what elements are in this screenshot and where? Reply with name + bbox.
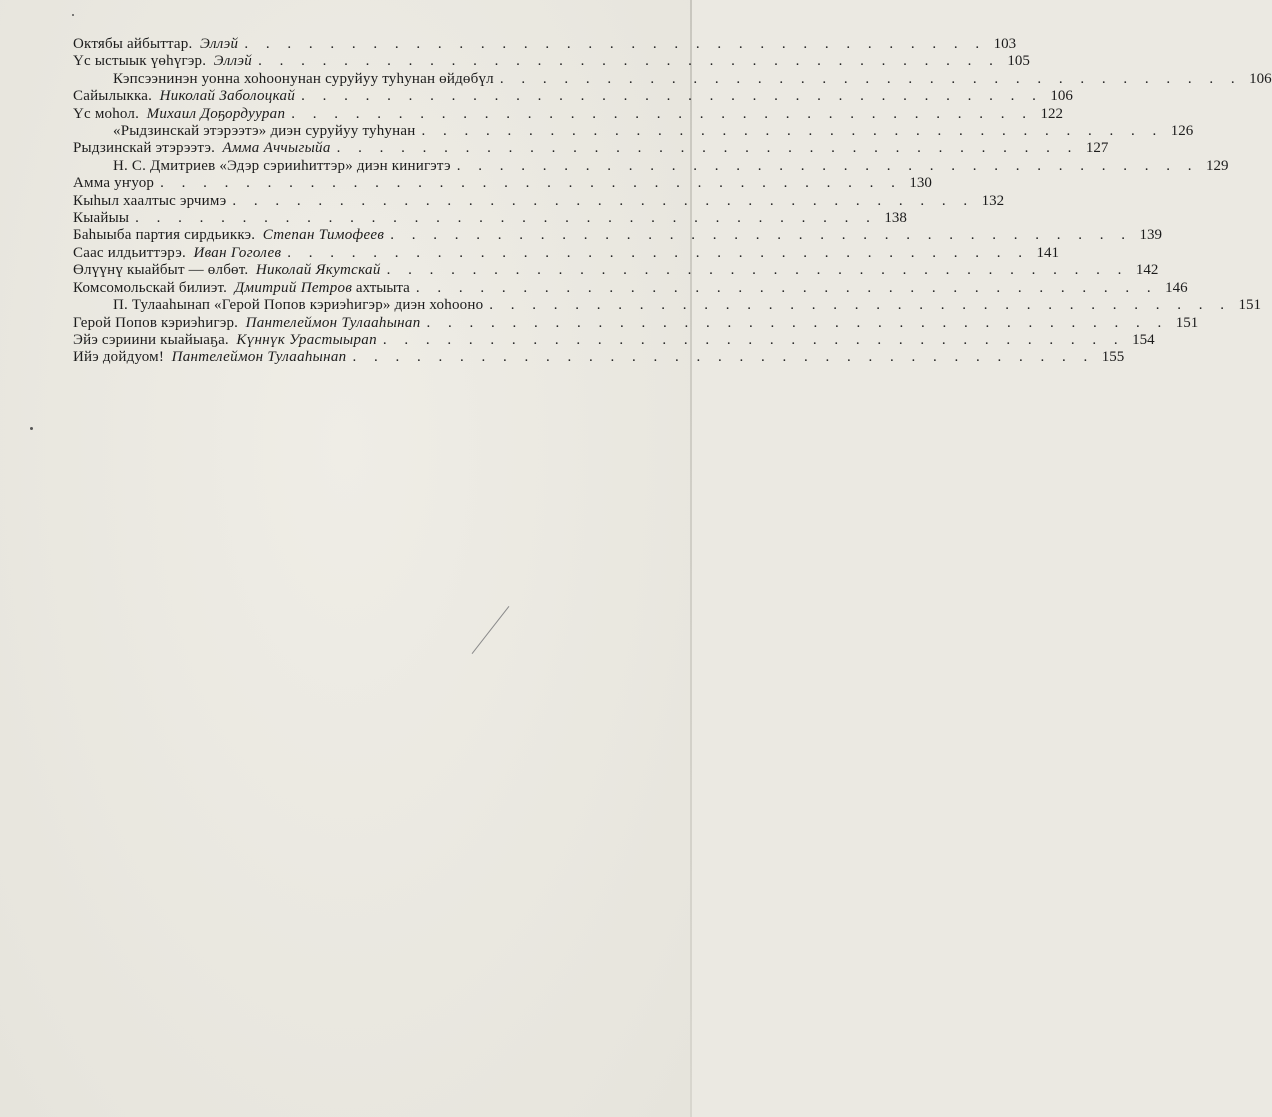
toc-author: Амма Аччыгыйа: [222, 140, 331, 157]
page-number: 130: [909, 175, 932, 192]
toc-author: Иван Гоголев: [193, 244, 282, 261]
toc-title-text: Сайылыкка.: [73, 88, 153, 105]
toc-entry: [73, 279, 1188, 297]
toc-entry-title: [73, 175, 154, 192]
toc-entry-title: [73, 297, 483, 314]
toc-entry-title: [73, 71, 494, 88]
toc-entry: [73, 244, 1060, 262]
page-number: 129: [1205, 157, 1229, 174]
dot-leader: . . . . . . . . . . . . . . . . . . . . . . . . . . . . . . . . . . .: [352, 349, 1095, 366]
dot-leader: . . . . . . . . . . . . . . . . . . . . . . . . . . . . . . . . . . .: [135, 210, 877, 227]
toc-entry-title: [73, 332, 377, 349]
toc-entry-title: [73, 88, 295, 105]
toc-entry: [73, 175, 932, 192]
toc-author: Күннүк Урастыырап: [236, 331, 377, 348]
toc-entry-title: [73, 123, 415, 140]
dot-leader: . . . . . . . . . . . . . . . . . . . . . . . . . . . . . . . . . . .: [232, 192, 975, 209]
page-number: 103: [993, 36, 1017, 52]
page-number: 106: [1050, 88, 1073, 105]
page-number: 138: [884, 210, 907, 227]
toc-entry-title: [73, 193, 226, 210]
toc-entry-title: [73, 140, 331, 157]
toc-title-text: Кыайыы: [73, 210, 130, 227]
toc-author: Пантелеймон Тулааһынап: [245, 314, 421, 331]
toc-entry: [73, 227, 1162, 244]
toc-author: Эллэй: [199, 36, 239, 52]
toc-title-text: Саас илдьиттэрэ.: [73, 244, 186, 261]
toc-title-text: Ийэ дойдуом!: [73, 349, 165, 366]
toc-entry: [73, 88, 1073, 105]
toc-entry: [73, 192, 1005, 210]
toc-entry-title: [73, 315, 421, 332]
page-number: 151: [1175, 314, 1199, 331]
toc-entry: [73, 262, 1159, 279]
paper-scratch: [472, 606, 510, 654]
toc-entry: [73, 70, 1272, 88]
toc-title-text: Үс ыстыык үөһүгэр.: [73, 53, 207, 70]
toc-entry-title: [73, 349, 346, 366]
dot-leader: . . . . . . . . . . . . . . . . . . . . . . . . . . . . . . . . . . .: [291, 105, 1033, 122]
toc-entry: [73, 36, 1017, 53]
dot-leader: . . . . . . . . . . . . . . . . . . . . . . . . . . . . . . . . . . .: [160, 175, 902, 192]
toc-entry-title: [73, 53, 252, 70]
page-number: 146: [1165, 279, 1188, 296]
toc-author: Эллэй: [213, 53, 253, 70]
page-number: 105: [1007, 53, 1030, 70]
toc-entry: [73, 53, 1030, 70]
toc-title-text: Кыһыл хаалтыс эрчимэ: [73, 192, 227, 209]
toc-entry-title: [73, 245, 281, 262]
toc-entry-title: [73, 280, 410, 297]
toc-title-text: Герой Попов кэриэһигэр.: [73, 314, 239, 331]
page-number: 142: [1135, 262, 1159, 279]
page-number: 106: [1249, 70, 1272, 87]
dot-leader: . . . . . . . . . . . . . . . . . . . . . . . . . . . . . . . . . . .: [390, 227, 1132, 244]
toc-author: Дмитрий Петров: [234, 279, 353, 296]
toc-entry: [73, 105, 1063, 123]
toc-entry-title: [73, 262, 381, 279]
toc-entry: [73, 210, 907, 227]
page-number: 127: [1085, 140, 1109, 157]
toc-title-text: «Рыдзинскай этэрээтэ» диэн суруйуу туһунан: [113, 123, 416, 140]
toc-title-text: Үс моһол.: [73, 105, 140, 122]
toc-author: Пантелеймон Тулааһынап: [171, 349, 347, 366]
toc-title-text: Эйэ сэриини кыайыаҕа.: [73, 331, 229, 348]
dot-leader: . . . . . . . . . . . . . . . . . . . . . . . . . . . . . . . . . . .: [386, 262, 1129, 279]
dot-leader: . . . . . . . . . . . . . . . . . . . . . . . . . . . . . . . . . . .: [456, 157, 1199, 174]
dot-leader: . . . . . . . . . . . . . . . . . . . . . . . . . . . . . . . . . . .: [301, 88, 1043, 105]
dot-leader: . . . . . . . . . . . . . . . . . . . . . . . . . . . . . . . . . . .: [489, 297, 1232, 314]
page-number: 132: [981, 192, 1005, 209]
page-number: 141: [1036, 244, 1060, 261]
dot-leader: . . . . . . . . . . . . . . . . . . . . . . . . . . . . . . . . . . .: [258, 53, 1000, 70]
toc-entry: [73, 157, 1229, 175]
toc-author: Михаил Доҕордуурап: [146, 105, 286, 122]
dot-leader: . . . . . . . . . . . . . . . . . . . . . . . . . . . . . . . . . . .: [499, 70, 1242, 87]
toc-entry: [73, 314, 1199, 332]
toc-title-text: П. Тулааһынап «Герой Попов кэриэһигэр» диэн хоһооно: [113, 297, 484, 314]
dot-leader: . . . . . . . . . . . . . . . . . . . . . . . . . . . . . . . . . . .: [426, 314, 1169, 331]
dot-leader: . . . . . . . . . . . . . . . . . . . . . . . . . . . . . . . . . . .: [244, 36, 987, 52]
print-speck: [30, 427, 33, 430]
dot-leader: . . . . . . . . . . . . . . . . . . . . . . . . . . . . . . . . . . .: [336, 140, 1079, 157]
toc-title-text: Н. С. Дмитриев «Эдэр сэрииһиттэр» диэн кинигэтэ: [113, 157, 451, 174]
toc-entry-title: [73, 106, 285, 123]
toc-entry-title: [73, 158, 451, 175]
print-speck: [72, 14, 74, 16]
toc-title-text: Кэпсээнинэн уонна хоһоонунан суруйуу туһунан өйдөбүл: [113, 70, 494, 87]
toc-title-text: Өлүүнү кыайбыт — өлбөт.: [73, 262, 249, 279]
toc-entry-title: [73, 36, 238, 53]
toc-author: Николай Якутскай: [255, 262, 381, 279]
dot-leader: . . . . . . . . . . . . . . . . . . . . . . . . . . . . . . . . . . .: [382, 331, 1125, 348]
toc-entry: [73, 297, 1262, 314]
toc-title-text: Баһыыба партия сирдьиккэ.: [73, 227, 256, 244]
page-number: 154: [1132, 331, 1155, 348]
toc-title-text: Октябы айбыттар.: [73, 36, 193, 52]
toc-trail-text: ахтыыта: [355, 279, 410, 296]
dot-leader: . . . . . . . . . . . . . . . . . . . . . . . . . . . . . . . . . . .: [421, 123, 1164, 140]
page-number: 139: [1139, 227, 1162, 244]
page-number: 151: [1238, 297, 1262, 314]
toc-entry-title: [73, 227, 384, 244]
page-number: 122: [1040, 105, 1063, 122]
page-number: 155: [1101, 349, 1125, 366]
toc-entry: [73, 331, 1155, 349]
toc-author: Николай Заболоцкай: [159, 88, 296, 105]
toc-title-text: Амма уҥуор: [73, 175, 155, 192]
toc-entry-title: [73, 210, 129, 227]
toc-author: Степан Тимофеев: [262, 227, 385, 244]
dot-leader: . . . . . . . . . . . . . . . . . . . . . . . . . . . . . . . . . . .: [415, 279, 1158, 296]
toc-title-text: Комсомольскай билиэт.: [73, 279, 228, 296]
table-of-contents: [73, 36, 1272, 367]
toc-entry: [73, 123, 1194, 140]
toc-entry: [73, 349, 1125, 366]
toc-title-text: Рыдзинскай этэрээтэ.: [73, 140, 216, 157]
toc-entry: [73, 140, 1109, 157]
dot-leader: . . . . . . . . . . . . . . . . . . . . . . . . . . . . . . . . . . .: [287, 244, 1030, 261]
page-number: 126: [1170, 123, 1194, 140]
